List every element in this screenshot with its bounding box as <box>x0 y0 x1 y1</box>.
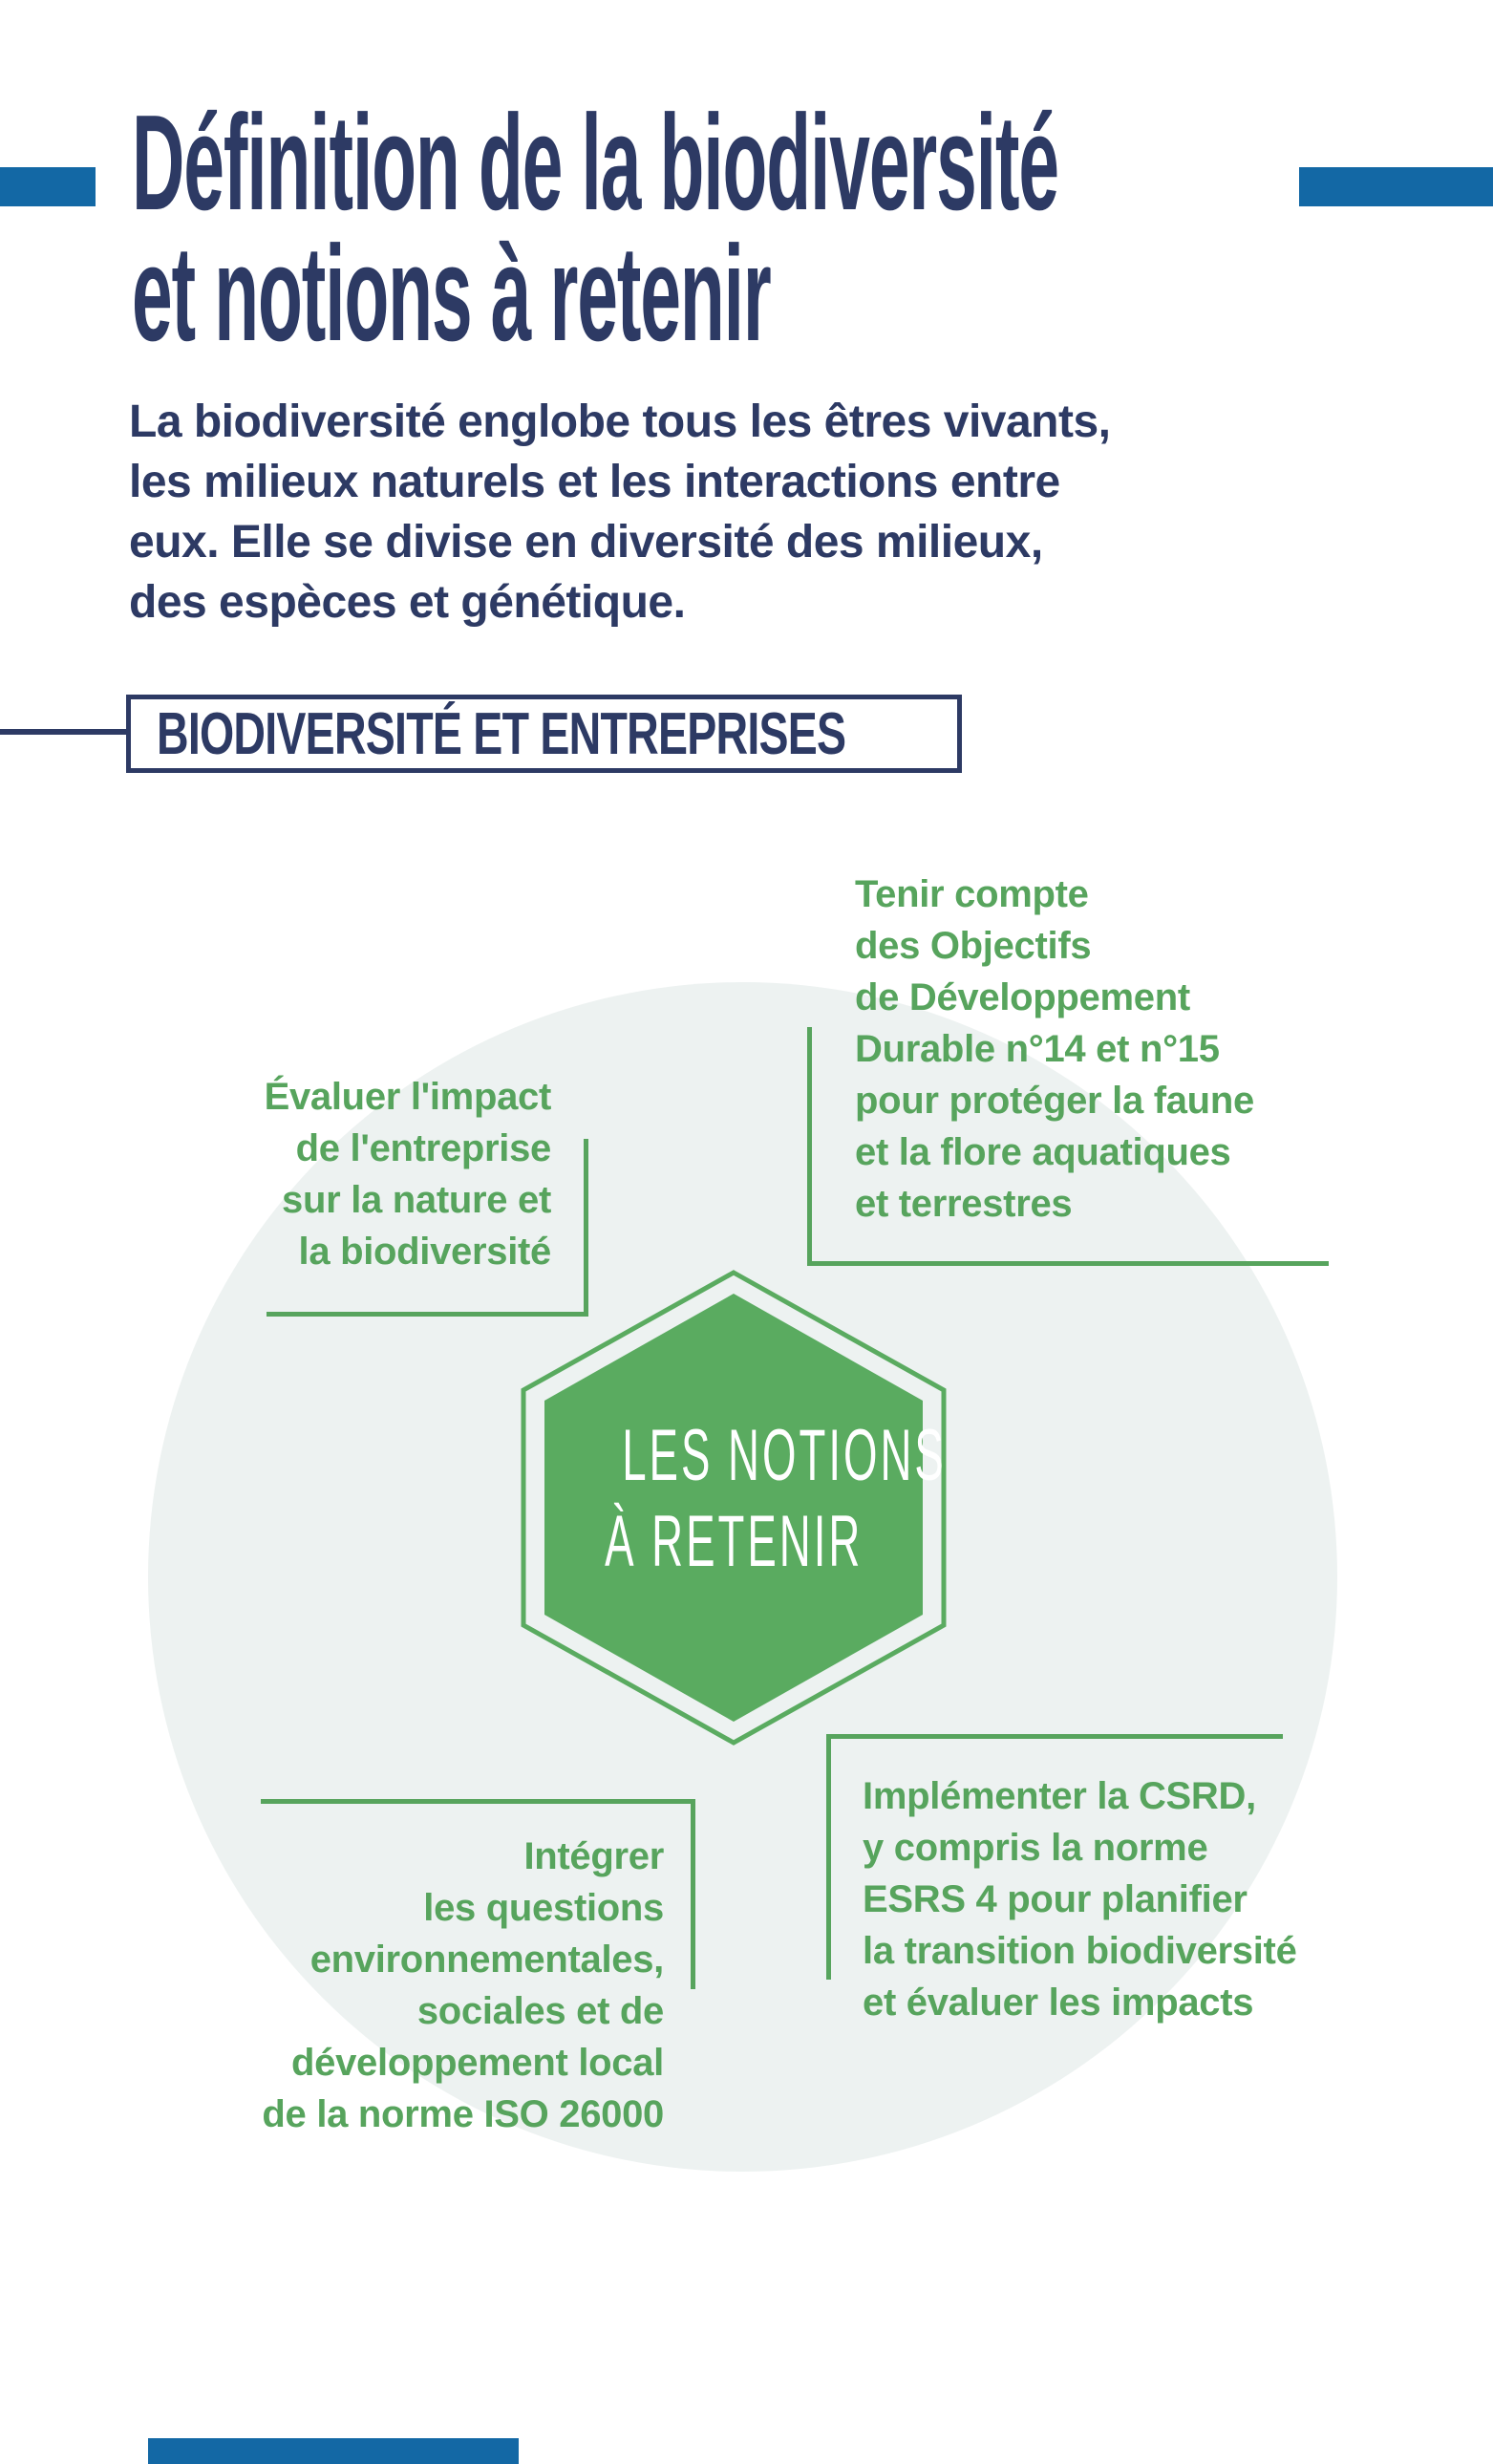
hexagon-label-line2: À RETENIR <box>604 1501 864 1582</box>
diagram-item-top-left: Évaluer l'impact de l'entreprise sur la nature et la biodiversité <box>264 1076 551 1273</box>
diagram-item-bottom-right: Implémenter la CSRD, y compris la norme ESRS 4 pour planifier la transition biodiversité et évaluer les impacts <box>863 1775 1297 2024</box>
bottom-right-border-vertical <box>826 1734 831 1980</box>
bottom-left-border-vertical <box>691 1799 695 1989</box>
diagram-item-top-right: Tenir compte des Objectifs de Développement Durable n°14 et n°15 pour protéger la faune et la flore aquatiques et terrestres <box>855 873 1254 1225</box>
page-title-line2: et notions à retenir <box>132 218 771 370</box>
page-title-line1: Définition de la biodiversité <box>132 87 1058 239</box>
title-accent-bar-left <box>0 167 96 206</box>
intro-paragraph: La biodiversité englobe tous les êtres vivants, les milieux naturels et les interactions entre eux. Elle se divise en diversité des milieux, des espèces et génétique. <box>129 396 1111 628</box>
section-box-connector-line <box>0 729 128 735</box>
top-right-border-vertical <box>807 1027 812 1266</box>
section-label: BIODIVERSITÉ ET ENTREPRISES <box>157 700 846 767</box>
hexagon-label-line1: LES NOTIONS <box>622 1415 947 1496</box>
section-label-box <box>126 695 962 773</box>
bottom-left-border-top <box>261 1799 695 1804</box>
bottom-right-border-top <box>826 1734 1283 1739</box>
footer-accent-bar <box>148 2438 519 2464</box>
diagram-item-bottom-left: Intégrer les questions environnementales, sociales et de développement local de la norme ISO 26000 <box>262 1835 664 2135</box>
